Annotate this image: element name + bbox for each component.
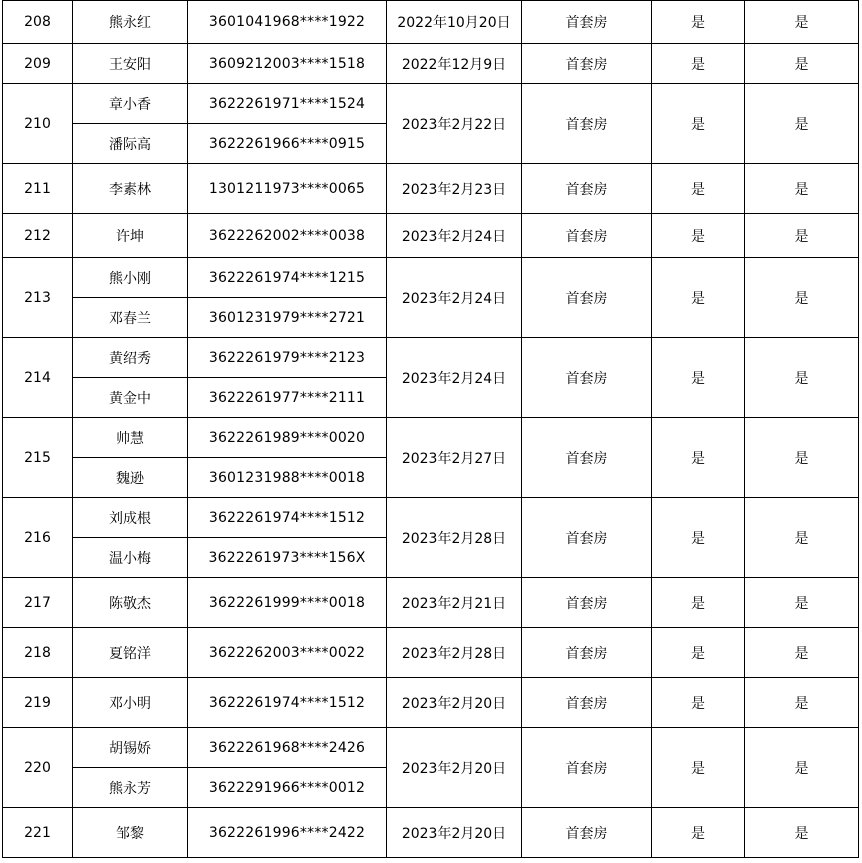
record-date: 2023年2月28日 xyxy=(387,498,522,578)
records-table xyxy=(2,0,859,858)
flag-yes-2: 是 xyxy=(745,578,859,628)
house-type: 首套房 xyxy=(522,628,652,678)
record-number: 210 xyxy=(3,84,73,164)
table-row xyxy=(3,728,859,768)
flag-yes-1: 是 xyxy=(652,628,745,678)
record-date: 2023年2月23日 xyxy=(387,164,522,214)
table-row xyxy=(3,418,859,458)
record-number: 212 xyxy=(3,214,73,258)
record-number: 219 xyxy=(3,678,73,728)
flag-yes-2: 是 xyxy=(745,258,859,338)
house-type: 首套房 xyxy=(522,258,652,338)
person-name: 李素林 xyxy=(73,164,188,214)
flag-yes-2: 是 xyxy=(745,498,859,578)
record-number: 218 xyxy=(3,628,73,678)
record-date: 2023年2月24日 xyxy=(387,338,522,418)
house-type: 首套房 xyxy=(522,578,652,628)
record-date: 2023年2月28日 xyxy=(387,628,522,678)
flag-yes-1: 是 xyxy=(652,164,745,214)
id-number: 3622262003****0022 xyxy=(188,628,387,678)
id-number: 3622261974****1215 xyxy=(188,258,387,298)
flag-yes-1: 是 xyxy=(652,808,745,858)
flag-yes-2: 是 xyxy=(745,628,859,678)
house-type: 首套房 xyxy=(522,1,652,44)
id-number: 3622261968****2426 xyxy=(188,728,387,768)
flag-yes-2: 是 xyxy=(745,678,859,728)
flag-yes-2: 是 xyxy=(745,338,859,418)
id-number: 3601231988****0018 xyxy=(188,458,387,498)
record-date: 2023年2月21日 xyxy=(387,578,522,628)
record-date: 2023年2月27日 xyxy=(387,418,522,498)
record-number: 217 xyxy=(3,578,73,628)
flag-yes-2: 是 xyxy=(745,418,859,498)
person-name: 陈敬杰 xyxy=(73,578,188,628)
flag-yes-1: 是 xyxy=(652,418,745,498)
id-number: 3622261971****1524 xyxy=(188,84,387,124)
id-number: 3622261974****1512 xyxy=(188,498,387,538)
flag-yes-1: 是 xyxy=(652,214,745,258)
id-number: 3609212003****1518 xyxy=(188,44,387,84)
person-name: 魏逊 xyxy=(73,458,188,498)
record-date: 2022年10月20日 xyxy=(387,1,522,44)
id-number: 3622291966****0012 xyxy=(188,768,387,808)
person-name: 许坤 xyxy=(73,214,188,258)
person-name: 熊小刚 xyxy=(73,258,188,298)
person-name: 黄金中 xyxy=(73,378,188,418)
house-type: 首套房 xyxy=(522,728,652,808)
person-name: 邓春兰 xyxy=(73,298,188,338)
person-name: 熊永芳 xyxy=(73,768,188,808)
person-name: 邓小明 xyxy=(73,678,188,728)
flag-yes-1: 是 xyxy=(652,578,745,628)
record-date: 2023年2月22日 xyxy=(387,84,522,164)
table-row xyxy=(3,498,859,538)
house-type: 首套房 xyxy=(522,84,652,164)
house-type: 首套房 xyxy=(522,808,652,858)
id-number: 3622261977****2111 xyxy=(188,378,387,418)
flag-yes-1: 是 xyxy=(652,84,745,164)
record-number: 208 xyxy=(3,1,73,44)
record-date: 2022年12月9日 xyxy=(387,44,522,84)
flag-yes-1: 是 xyxy=(652,678,745,728)
table-row xyxy=(3,338,859,378)
person-name: 胡锡娇 xyxy=(73,728,188,768)
table-row xyxy=(3,164,859,214)
id-number: 3622261973****156X xyxy=(188,538,387,578)
table-row xyxy=(3,808,859,858)
id-number: 3622261974****1512 xyxy=(188,678,387,728)
flag-yes-2: 是 xyxy=(745,214,859,258)
record-number: 216 xyxy=(3,498,73,578)
table-row xyxy=(3,44,859,84)
person-name: 潘际高 xyxy=(73,124,188,164)
person-name: 王安阳 xyxy=(73,44,188,84)
person-name: 夏铭洋 xyxy=(73,628,188,678)
id-number: 3622261979****2123 xyxy=(188,338,387,378)
record-date: 2023年2月24日 xyxy=(387,258,522,338)
house-type: 首套房 xyxy=(522,678,652,728)
person-name: 黄绍秀 xyxy=(73,338,188,378)
id-number: 3622261989****0020 xyxy=(188,418,387,458)
id-number: 3601231979****2721 xyxy=(188,298,387,338)
person-name: 帅慧 xyxy=(73,418,188,458)
record-number: 221 xyxy=(3,808,73,858)
flag-yes-1: 是 xyxy=(652,258,745,338)
person-name: 刘成根 xyxy=(73,498,188,538)
flag-yes-1: 是 xyxy=(652,498,745,578)
id-number: 3622261966****0915 xyxy=(188,124,387,164)
flag-yes-2: 是 xyxy=(745,84,859,164)
person-name: 温小梅 xyxy=(73,538,188,578)
table-row xyxy=(3,84,859,124)
flag-yes-2: 是 xyxy=(745,164,859,214)
id-number: 1301211973****0065 xyxy=(188,164,387,214)
id-number: 3622262002****0038 xyxy=(188,214,387,258)
house-type: 首套房 xyxy=(522,418,652,498)
flag-yes-2: 是 xyxy=(745,728,859,808)
record-date: 2023年2月20日 xyxy=(387,728,522,808)
record-number: 215 xyxy=(3,418,73,498)
record-number: 209 xyxy=(3,44,73,84)
table-row xyxy=(3,578,859,628)
flag-yes-1: 是 xyxy=(652,44,745,84)
record-number: 214 xyxy=(3,338,73,418)
house-type: 首套房 xyxy=(522,164,652,214)
house-type: 首套房 xyxy=(522,498,652,578)
flag-yes-2: 是 xyxy=(745,808,859,858)
flag-yes-1: 是 xyxy=(652,338,745,418)
table-row xyxy=(3,628,859,678)
id-number: 3601041968****1922 xyxy=(188,1,387,44)
person-name: 熊永红 xyxy=(73,1,188,44)
table-row xyxy=(3,1,859,44)
record-date: 2023年2月20日 xyxy=(387,678,522,728)
record-date: 2023年2月20日 xyxy=(387,808,522,858)
house-type: 首套房 xyxy=(522,214,652,258)
flag-yes-1: 是 xyxy=(652,1,745,44)
house-type: 首套房 xyxy=(522,338,652,418)
person-name: 章小香 xyxy=(73,84,188,124)
table-row xyxy=(3,678,859,728)
records-body xyxy=(3,1,859,858)
flag-yes-2: 是 xyxy=(745,44,859,84)
record-number: 211 xyxy=(3,164,73,214)
table-row xyxy=(3,258,859,298)
record-date: 2023年2月24日 xyxy=(387,214,522,258)
person-name: 邹黎 xyxy=(73,808,188,858)
table-row xyxy=(3,214,859,258)
id-number: 3622261999****0018 xyxy=(188,578,387,628)
record-number: 220 xyxy=(3,728,73,808)
house-type: 首套房 xyxy=(522,44,652,84)
flag-yes-2: 是 xyxy=(745,1,859,44)
flag-yes-1: 是 xyxy=(652,728,745,808)
id-number: 3622261996****2422 xyxy=(188,808,387,858)
record-number: 213 xyxy=(3,258,73,338)
